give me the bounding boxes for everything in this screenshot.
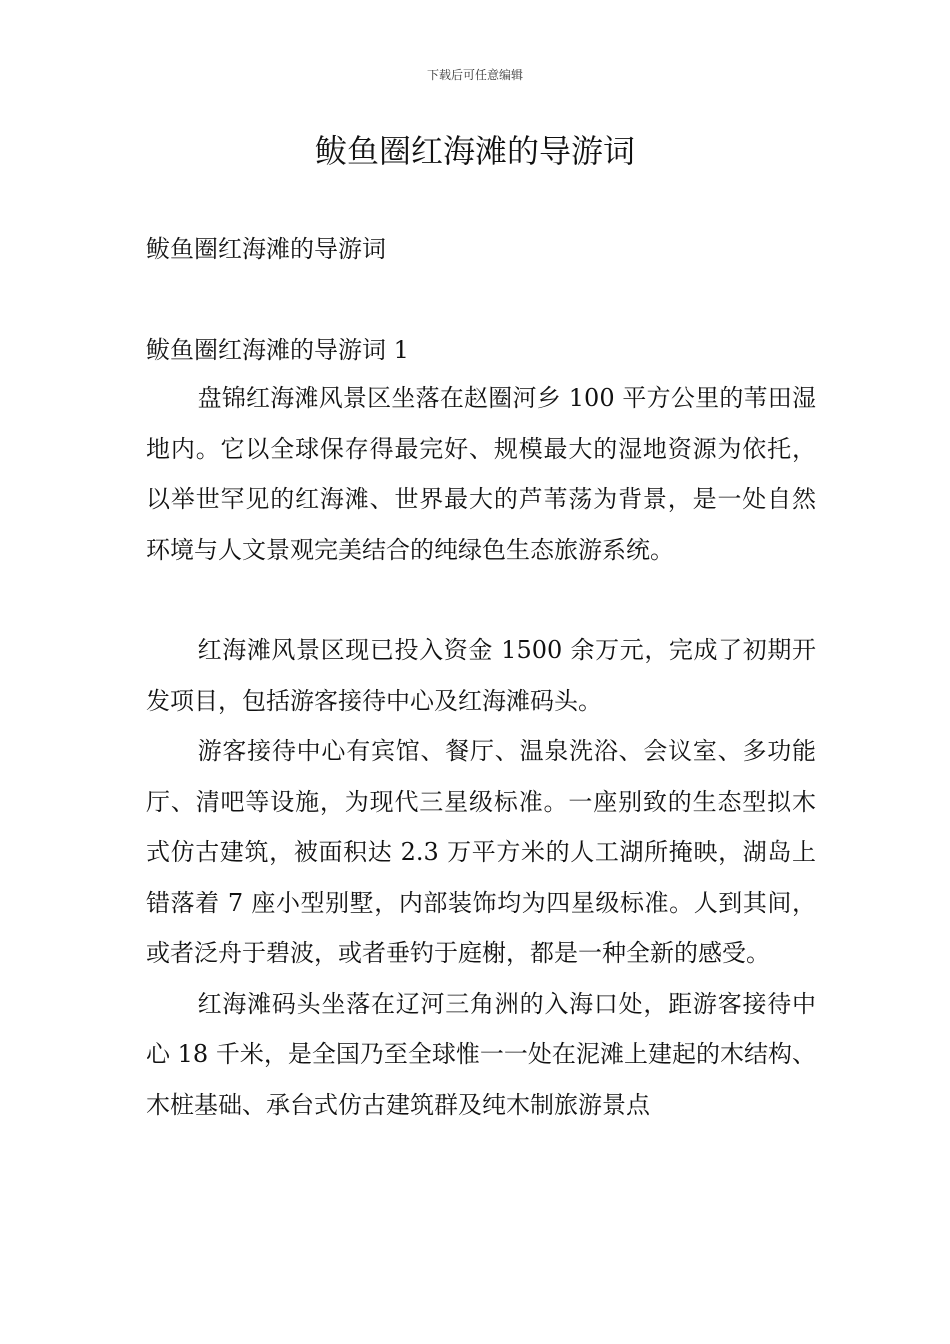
paragraph: 红海滩码头坐落在辽河三角洲的入海口处，距游客接待中心 18 千米，是全国乃至全球惟一一处在泥滩上建起的木结构、木桩基础、承台式仿古建筑群及纯木制旅游景点 (146, 989, 816, 1119)
paragraph: 红海滩风景区现已投入资金 1500 余万元，完成了初期开发项目，包括游客接待中心及红海滩码头。 (146, 636, 816, 715)
section-heading: 鲅鱼圈红海滩的导游词 1 (146, 336, 409, 364)
document-subtitle: 鲅鱼圈红海滩的导游词 (146, 235, 386, 263)
paragraph: 盘锦红海滩风景区坐落在赵圈河乡 100 平方公里的苇田湿地内。它以全球保存得最完好、规模最大的湿地资源为依托，以举世罕见的红海滩、世界最大的芦苇荡为背景，是一处自然环境与人文景观完美结合的纯绿色生态旅游系统。 (146, 384, 816, 564)
header-note: 下载后可任意编辑 (426, 68, 523, 82)
document-body (146, 373, 816, 1130)
document-title: 鲅鱼圈红海滩的导游词 (314, 132, 635, 170)
paragraph: 游客接待中心有宾馆、餐厅、温泉洗浴、会议室、多功能厅、清吧等设施，为现代三星级标准。一座别致的生态型拟木式仿古建筑，被面积达 2.3 万平方米的人工湖所掩映，湖岛上错落着 7 座小型别墅，内部装饰均为四星级标准。人到其间，或者泛舟于碧波，或者垂钓于庭榭，都是一种全新的感受。 (146, 737, 816, 967)
